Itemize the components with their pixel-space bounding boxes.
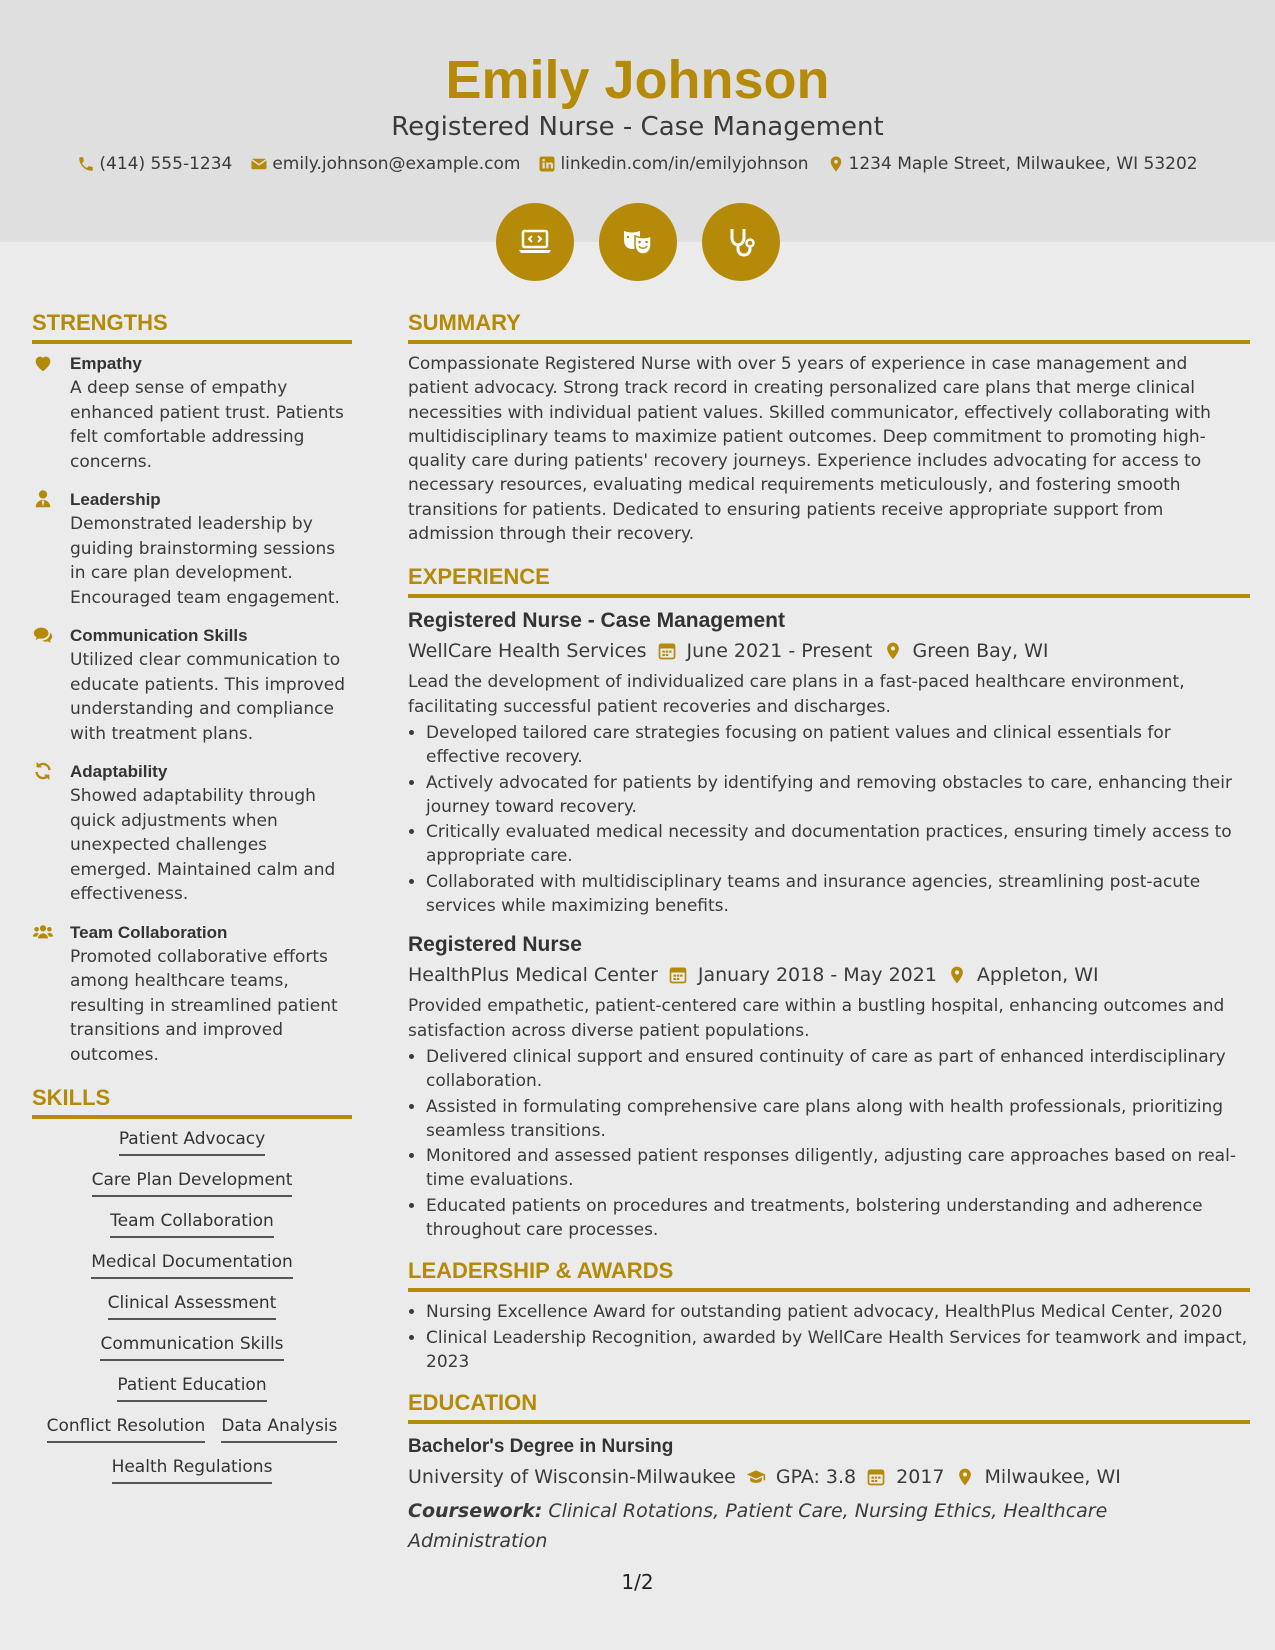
bullet-item: • Educated patients on procedures and treatments, bolstering understanding and adherence throughout care processes. bbox=[426, 1194, 1250, 1243]
strength-item bbox=[32, 760, 352, 907]
coursework-list: Clinical Rotations, Patient Care, Nursing Ethics, Healthcare Administration bbox=[408, 1500, 1108, 1553]
skill-tag: Patient Advocacy bbox=[119, 1127, 265, 1156]
school-name: University of Wisconsin-Milwaukee bbox=[408, 1466, 736, 1489]
users-icon bbox=[32, 921, 56, 945]
job-description: Provided empathetic, patient-centered care within a bustling hospital, enhancing outcomes and satisfaction across diverse patient populations. bbox=[408, 996, 1225, 1041]
skill-tag: Medical Documentation bbox=[91, 1250, 293, 1279]
bullet-item: • Assisted in formulating comprehensive care plans along with health professionals, prioritizing seamless transitions. bbox=[426, 1095, 1250, 1144]
bullet-item: • Delivered clinical support and ensured continuity of care as part of enhanced interdisciplinary collaboration. bbox=[426, 1045, 1250, 1094]
gpa: GPA: 3.8 bbox=[775, 1466, 857, 1489]
strengths-heading: STRENGTHS bbox=[32, 306, 352, 344]
skill-tag: Team Collaboration bbox=[110, 1209, 274, 1238]
skill-tag: Patient Education bbox=[117, 1373, 266, 1402]
contact-bar bbox=[0, 152, 1275, 176]
job-company: HealthPlus Medical Center bbox=[408, 964, 658, 987]
contact-email[interactable]: emily.johnson@example.com bbox=[250, 152, 520, 176]
experience-heading: EXPERIENCE bbox=[408, 560, 1250, 598]
phone-icon bbox=[77, 155, 95, 173]
contact-linkedin[interactable]: linkedin.com/in/emilyjohnson bbox=[538, 152, 808, 176]
calendar-icon bbox=[657, 641, 677, 661]
bullet-item: • Collaborated with multidisciplinary teams and insurance agencies, streamlining post-acute services while maximizing benefits. bbox=[426, 870, 1250, 919]
user-tie-icon bbox=[32, 488, 56, 512]
job-dates: January 2018 - May 2021 bbox=[697, 964, 937, 987]
education-meta bbox=[408, 1462, 1250, 1492]
skills-heading: SKILLS bbox=[32, 1081, 352, 1119]
strength-desc: Promoted collaborative efforts among healthcare teams, resulting in streamlined patient transitions and improved outcomes. bbox=[70, 946, 338, 1065]
job-position: Registered Nurse - Case Management bbox=[408, 609, 785, 633]
contact-address: 1234 Maple Street, Milwaukee, WI 53202 bbox=[827, 152, 1198, 176]
skill-tag: Health Regulations bbox=[112, 1455, 273, 1484]
job-meta bbox=[408, 960, 1250, 990]
badge-row bbox=[0, 203, 1275, 281]
map-marker-icon bbox=[827, 155, 845, 173]
stethoscope-icon bbox=[702, 203, 780, 281]
skill-tag: Data Analysis bbox=[221, 1414, 337, 1443]
bullet-item: • Actively advocated for patients by identifying and removing obstacles to care, enhancing their journey toward recovery. bbox=[426, 771, 1250, 820]
envelope-icon bbox=[250, 155, 268, 173]
strength-desc: Utilized clear communication to educate patients. This improved understanding and compliance with treatment plans. bbox=[70, 650, 346, 744]
skills-list bbox=[32, 1127, 352, 1484]
map-marker-icon bbox=[947, 965, 967, 985]
bullet-item: • Developed tailored care strategies focusing on patient values and clinical essentials for effective recovery. bbox=[426, 721, 1250, 770]
school-location: Milwaukee, WI bbox=[984, 1466, 1121, 1489]
strength-title: Empathy bbox=[70, 354, 142, 373]
skill-tag: Conflict Resolution bbox=[47, 1414, 206, 1443]
skill-tag: Communication Skills bbox=[100, 1332, 283, 1361]
job-dates: June 2021 - Present bbox=[686, 640, 873, 663]
award-item: • Nursing Excellence Award for outstanding patient advocacy, HealthPlus Medical Center, 2020 bbox=[426, 1300, 1250, 1324]
strength-desc: Showed adaptability through quick adjustments when unexpected challenges emerged. Maintained calm and effectiveness. bbox=[70, 786, 336, 904]
linkedin-icon bbox=[538, 155, 556, 173]
graduation-cap-icon bbox=[746, 1467, 766, 1487]
sync-icon bbox=[32, 760, 56, 784]
job-company: WellCare Health Services bbox=[408, 640, 647, 663]
candidate-name: Emily Johnson bbox=[445, 50, 830, 110]
strength-item bbox=[32, 624, 352, 746]
job-entry bbox=[408, 606, 1250, 918]
job-description: Lead the development of individualized care plans in a fast-paced healthcare environment, facilitating successful patient recoveries and discharges. bbox=[408, 672, 1185, 717]
page-number: 1/2 bbox=[621, 1570, 654, 1594]
award-item: • Clinical Leadership Recognition, awarded by WellCare Health Services for teamwork and impact, 2023 bbox=[426, 1326, 1250, 1375]
degree-title: Bachelor's Degree in Nursing bbox=[408, 1436, 674, 1458]
strength-title: Communication Skills bbox=[70, 626, 248, 645]
calendar-icon bbox=[866, 1467, 886, 1487]
job-location: Appleton, WI bbox=[976, 964, 1099, 987]
strength-desc: A deep sense of empathy enhanced patient trust. Patients felt comfortable addressing concerns. bbox=[70, 378, 344, 472]
awards-heading: LEADERSHIP & AWARDS bbox=[408, 1254, 1250, 1292]
skill-tag: Care Plan Development bbox=[92, 1168, 293, 1197]
job-entry bbox=[408, 930, 1250, 1242]
calendar-icon bbox=[668, 965, 688, 985]
strength-title: Leadership bbox=[70, 490, 161, 509]
graduation-year: 2017 bbox=[896, 1466, 945, 1489]
summary-text: Compassionate Registered Nurse with over 5 years of experience in case management and patient advocacy. Strong track record in creating personalized care plans that merge clinical necessities with individual patient values. Skilled communicator, effectively collaborating with multidisciplinary teams to maximize patient outcomes. Deep commitment to promoting high-quality care during patients' recovery journeys. Experience includes advocating for access to necessary resources, evaluating medical requirements meticulously, and fostering smooth transitions for patients. Dedicated to ensuring patients receive appropriate support from admission through their recovery. bbox=[408, 354, 1211, 545]
bullet-item: • Critically evaluated medical necessity and documentation practices, ensuring timely access to appropriate care. bbox=[426, 820, 1250, 869]
job-title: Registered Nurse - Case Management bbox=[391, 112, 884, 142]
bullet-item: • Monitored and assessed patient responses diligently, adjusting care approaches based on real-time evaluations. bbox=[426, 1144, 1250, 1193]
theater-masks-icon bbox=[599, 203, 677, 281]
job-meta bbox=[408, 636, 1250, 666]
strength-item bbox=[32, 352, 352, 474]
education-heading: EDUCATION bbox=[408, 1386, 1250, 1424]
strength-title: Team Collaboration bbox=[70, 922, 228, 942]
map-marker-icon bbox=[955, 1467, 975, 1487]
strength-title: Adaptability bbox=[70, 762, 168, 781]
contact-phone[interactable]: (414) 555-1234 bbox=[77, 152, 232, 176]
map-marker-icon bbox=[883, 641, 903, 661]
strength-item bbox=[32, 488, 352, 610]
job-bullets bbox=[408, 721, 1250, 918]
job-bullets bbox=[408, 1045, 1250, 1242]
summary-heading: SUMMARY bbox=[408, 306, 1250, 344]
strength-desc: Demonstrated leadership by guiding brainstorming sessions in care plan development. Encouraged team engagement. bbox=[70, 514, 340, 608]
laptop-code-icon bbox=[496, 203, 574, 281]
awards-list bbox=[408, 1300, 1250, 1374]
left-column bbox=[32, 306, 352, 1484]
right-column bbox=[408, 306, 1250, 1556]
strength-item bbox=[32, 921, 352, 1068]
coursework-label: Coursework: bbox=[408, 1500, 543, 1523]
comments-icon bbox=[32, 624, 56, 648]
skill-tag: Clinical Assessment bbox=[108, 1291, 277, 1320]
job-position: Registered Nurse bbox=[408, 933, 582, 957]
heart-icon bbox=[32, 352, 56, 376]
coursework bbox=[408, 1496, 1250, 1556]
job-location: Green Bay, WI bbox=[912, 640, 1049, 663]
